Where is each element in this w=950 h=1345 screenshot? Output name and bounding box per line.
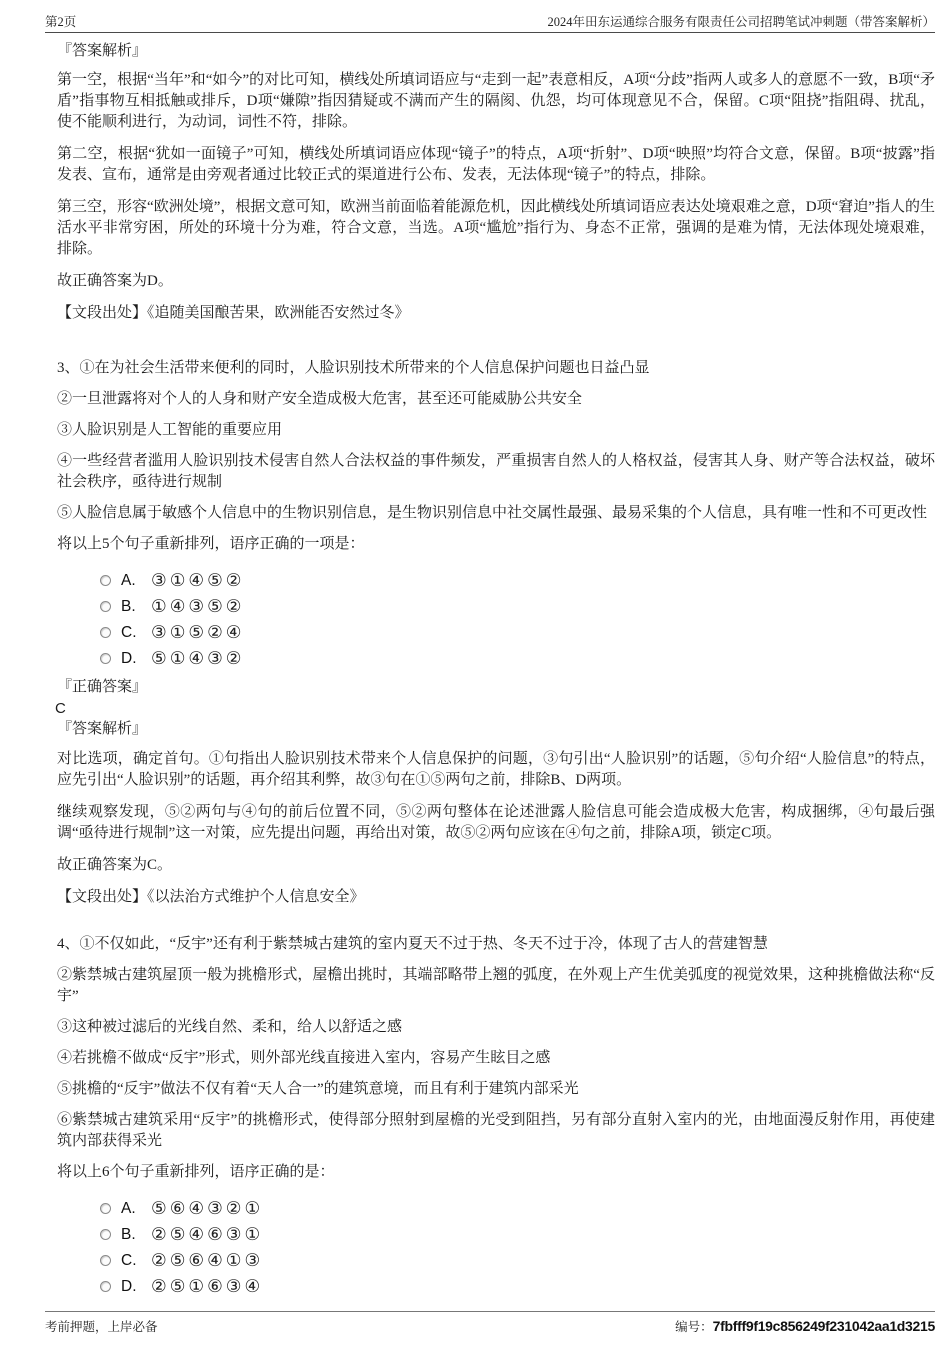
options-group-q4: [57, 1195, 935, 1299]
question-sentence: ③这种被过滤后的光线自然、柔和，给人以舒适之感: [57, 1019, 403, 1035]
options-group-q3: [57, 567, 935, 671]
correct-answer-value: C: [55, 700, 66, 717]
option-radio-d[interactable]: [100, 653, 111, 664]
passage-source: 【文段出处】《以法治方式维护个人信息安全》: [57, 889, 365, 905]
question-sentence: ⑤挑檐的“反宇”做法不仅有着“天人合一”的建筑意境，而且有利于建筑内部采光: [57, 1081, 579, 1097]
question-sentence: ②紫禁城古建筑屋顶一般为挑檐形式，屋檐出挑时，其端部略带上翘的弧度，在外观上产生优美弧度的视觉效果，这种挑檐做法称“反宇”: [57, 967, 935, 1004]
question-sentence: ③人脸识别是人工智能的重要应用: [57, 422, 283, 438]
option-row-b: [100, 593, 935, 619]
option-radio-c[interactable]: [100, 627, 111, 638]
question-sentence: 3、①在为社会生活带来便利的同时，人脸识别技术所带来的个人信息保护问题也日益凸显: [57, 360, 650, 376]
option-radio-a[interactable]: [100, 1203, 111, 1214]
question-sentence: ④若挑檐不做成“反宇”形式，则外部光线直接进入室内，容易产生眩目之感: [57, 1050, 551, 1066]
option-letter: B.: [121, 597, 136, 615]
option-radio-a[interactable]: [100, 575, 111, 586]
footer-serial-value: 7fbfff9f19c856249f231042aa1d3215: [712, 1318, 935, 1334]
option-value: ⑤⑥④③②①: [151, 1197, 264, 1218]
analysis-label: 『答案解析』: [57, 43, 148, 59]
option-letter: A.: [121, 571, 136, 589]
option-value: ⑤①④③②: [151, 647, 245, 668]
question-sentence: 4、①不仅如此，“反宇”还有利于紫禁城古建筑的室内夏天不过于热、冬天不过于冷，体现了古人的营建智慧: [57, 936, 768, 952]
answer-conclusion: 故正确答案为C。: [57, 857, 173, 873]
option-letter: C.: [121, 623, 137, 641]
analysis-paragraph: 对比选项，确定首句。①句指出人脸识别技术带来个人信息保护的问题，③句引出“人脸识别”的话题，⑤句介绍“人脸信息”的特点，应先引出“人脸识别”的话题，再介绍其利弊，故③句在①⑤两句之前，排除B、D两项。: [57, 751, 935, 788]
footer-serial: [675, 1317, 935, 1335]
analysis-paragraph: 继续观察发现，⑤②两句与④句的前后位置不同，⑤②两句整体在论述泄露人脸信息可能会造成极大危害，构成捆绑，④句最后强调“亟待进行规制”这一对策，应先提出问题，再给出对策，故⑤②两句应该在④句之前，排除A项，锁定C项。: [57, 804, 935, 841]
analysis-paragraph: 第三空，形容“欧洲处境”，根据文意可知，欧洲当前面临着能源危机，因此横线处所填词语应表达处境艰难之意，D项“窘迫”指人的生活水平非常穷困，所处的环境十分为难，符合文意，当选。A项“尴尬”指行为、身态不正常，强调的是难为情，无法体现处境艰难，排除。: [57, 199, 935, 257]
option-value: ③①⑤②④: [151, 621, 245, 642]
page-number: 第2页: [45, 15, 77, 29]
analysis-paragraph: 第二空，根据“犹如一面镜子”可知，横线处所填词语应体现“镜子”的特点，A项“折射”、D项“映照”均符合文意，保留。B项“披露”指发表、宣布，通常是由旁观者通过比较正式的渠道进行公布、发表，无法体现“镜子”的特点，排除。: [57, 146, 935, 183]
option-letter: D.: [121, 1277, 137, 1295]
answer-conclusion: 故正确答案为D。: [57, 273, 173, 289]
document-body: [45, 33, 935, 1299]
option-row-b: [100, 1221, 935, 1247]
question-sentence: ④一些经营者滥用人脸识别技术侵害自然人合法权益的事件频发，严重损害自然人的人格权益，侵害其人身、财产等合法权益，破坏社会秩序，亟待进行规制: [57, 453, 935, 490]
page-footer: [45, 1311, 935, 1335]
option-row-d: [100, 1273, 935, 1299]
question-instruction: 将以上5个句子重新排列，语序正确的一项是：: [57, 536, 365, 552]
analysis-paragraph: 第一空，根据“当年”和“如今”的对比可知，横线处所填词语应与“走到一起”表意相反，A项“分歧”指两人或多人的意愿不一致，B项“矛盾”指事物互相抵触或排斥，D项“嫌隙”指因猜疑或不满而产生的隔阂、仇怨，均可体现意见不合，保留。C项“阻挠”指阻碍、扰乱，使不能顺利进行，为动词，词性不符，排除。: [57, 72, 935, 130]
option-row-d: [100, 645, 935, 671]
option-value: ②⑤④⑥③①: [151, 1223, 264, 1244]
footer-serial-label: 编号：: [675, 1320, 713, 1334]
option-value: ③①④⑤②: [151, 569, 245, 590]
option-value: ②⑤①⑥③④: [151, 1275, 264, 1296]
option-value: ②⑤⑥④①③: [151, 1249, 264, 1270]
footer-slogan: 考前押题，上岸必备: [45, 1320, 158, 1334]
option-radio-b[interactable]: [100, 601, 111, 612]
correct-answer-label: 『正确答案』: [57, 679, 148, 695]
option-radio-b[interactable]: [100, 1229, 111, 1240]
option-value: ①④③⑤②: [151, 595, 245, 616]
option-letter: C.: [121, 1251, 137, 1269]
option-letter: D.: [121, 649, 137, 667]
document-title: 2024年田东运通综合服务有限责任公司招聘笔试冲刺题（带答案解析）: [547, 15, 935, 29]
page-header: [45, 0, 935, 33]
option-row-a: [100, 567, 935, 593]
option-letter: B.: [121, 1225, 136, 1243]
question-sentence: ②一旦泄露将对个人的人身和财产安全造成极大危害，甚至还可能威胁公共安全: [57, 391, 583, 407]
passage-source: 【文段出处】《追随美国酿苦果，欧洲能否安然过冬》: [57, 305, 410, 321]
option-radio-c[interactable]: [100, 1255, 111, 1266]
option-letter: A.: [121, 1199, 136, 1217]
option-row-c: [100, 619, 935, 645]
option-row-a: [100, 1195, 935, 1221]
option-radio-d[interactable]: [100, 1281, 111, 1292]
option-row-c: [100, 1247, 935, 1273]
analysis-label: 『答案解析』: [57, 721, 148, 737]
question-instruction: 将以上6个句子重新排列，语序正确的是：: [57, 1164, 335, 1180]
question-sentence: ⑥紫禁城古建筑采用“反宇”的挑檐形式，使得部分照射到屋檐的光受到阻挡，另有部分直射入室内的光，由地面漫反射作用，再使建筑内部获得采光: [57, 1112, 935, 1149]
question-sentence: ⑤人脸信息属于敏感个人信息中的生物识别信息，是生物识别信息中社交属性最强、最易采集的个人信息，具有唯一性和不可更改性: [57, 505, 928, 521]
